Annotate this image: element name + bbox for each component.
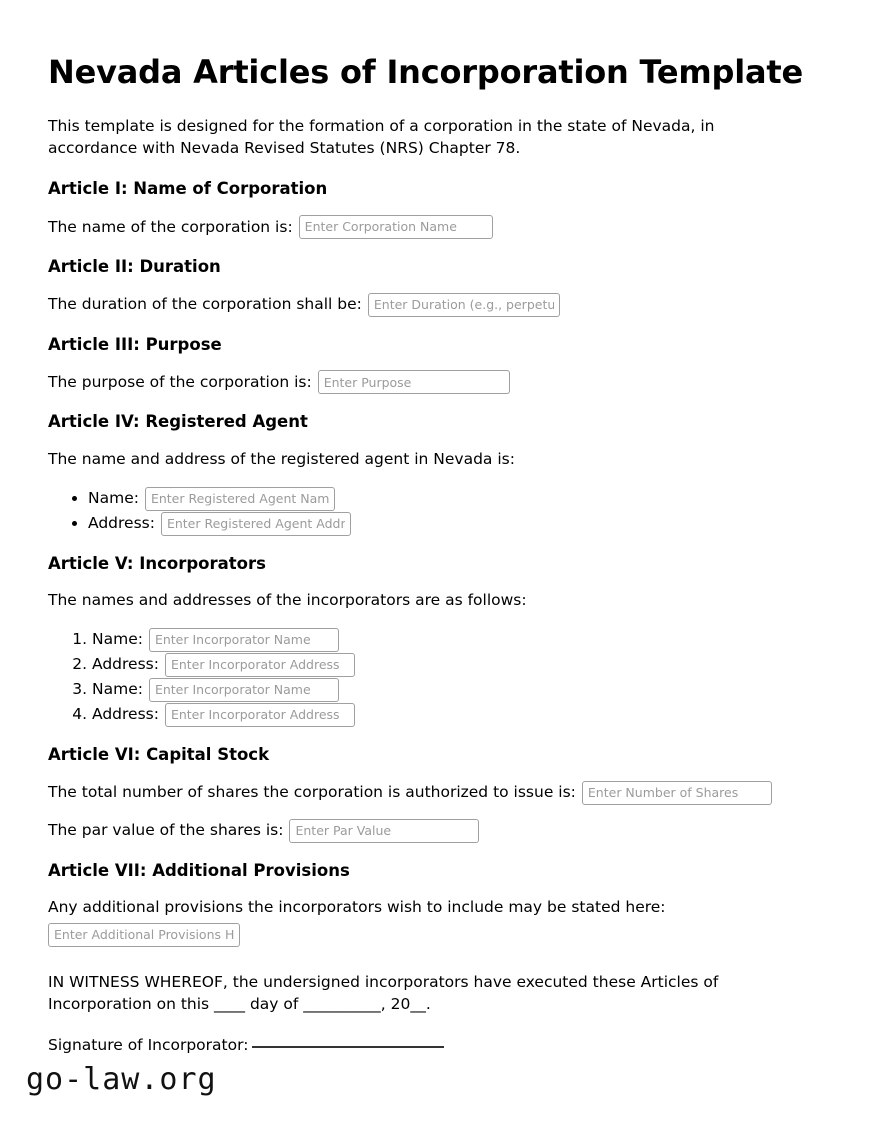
article-i-section [48,179,821,239]
shares-row [48,781,821,805]
incorporator-2-address-label: 4. Address: [92,705,159,724]
registered-agent-intro: The name and address of the registered agent in Nevada is: [48,450,515,469]
shares-label: The total number of shares the corporation is authorized to issue is: [48,783,576,802]
par-value-input[interactable] [289,819,479,843]
witness-clause: IN WITNESS WHEREOF, the undersigned incorporators have executed these Articles of Incorporation on this ____ day of __________, 20__. [48,972,719,1014]
additional-provisions-row [48,896,821,946]
additional-provisions-label: Any additional provisions the incorporators wish to include may be stated here: [48,898,666,917]
agent-name-label: • Name: [88,488,139,507]
intro-paragraph: This template is designed for the formation of a corporation in the state of Nevada, in accordance with Nevada Revised Statutes (NRS) Chapter 78. [48,116,715,157]
article-v-heading: Article V: Incorporators [48,553,266,573]
article-ii-section [48,257,821,317]
incorporators-intro: The names and addresses of the incorporators are as follows: [48,591,527,610]
incorporator-1-name-label: 1. Name: [92,630,143,649]
article-iii-section [48,335,821,395]
list-item [92,628,821,652]
list-item [92,703,821,727]
par-value-label: The par value of the shares is: [48,821,284,840]
list-item [92,653,821,677]
corporation-name-input[interactable] [299,215,493,239]
list-item [88,512,821,536]
article-vii-section [48,861,821,947]
incorporator-1-address-label: 2. Address: [92,655,159,674]
corporation-name-row [48,215,821,239]
document-content [48,52,821,1056]
duration-input[interactable] [368,293,560,317]
incorporator-1-name-input[interactable] [149,628,339,652]
list-item [92,678,821,702]
signature-row [48,1034,821,1056]
list-item [88,487,821,511]
additional-provisions-input[interactable] [48,923,240,947]
incorporator-2-name-label: 3. Name: [92,680,143,699]
page-title: Nevada Articles of Incorporation Template [48,53,804,91]
incorporators-list [48,628,821,727]
agent-name-input[interactable] [145,487,335,511]
article-vi-section [48,745,821,843]
purpose-input[interactable] [318,370,510,394]
duration-row [48,293,821,317]
shares-input[interactable] [582,781,772,805]
article-vi-heading: Article VI: Capital Stock [48,744,270,764]
article-vii-heading: Article VII: Additional Provisions [48,860,350,880]
registered-agent-list [48,487,821,536]
purpose-label: The purpose of the corporation is: [48,373,312,392]
incorporator-2-name-input[interactable] [149,678,339,702]
article-iii-heading: Article III: Purpose [48,334,222,354]
agent-address-label: • Address: [88,513,155,532]
site-watermark: go-law.org [26,1062,217,1097]
signature-label: Signature of Incorporator: [48,1035,249,1054]
corporation-name-label: The name of the corporation is: [48,217,293,236]
article-i-heading: Article I: Name of Corporation [48,178,328,198]
article-iv-heading: Article IV: Registered Agent [48,412,308,432]
incorporator-1-address-input[interactable] [165,653,355,677]
incorporator-2-address-input[interactable] [165,703,355,727]
article-v-section [48,554,821,727]
signature-line [252,1046,444,1048]
duration-label: The duration of the corporation shall be: [48,295,362,314]
article-ii-heading: Article II: Duration [48,256,221,276]
agent-address-input[interactable] [161,512,351,536]
par-value-row [48,819,821,843]
article-iv-section [48,412,821,535]
purpose-row [48,370,821,394]
